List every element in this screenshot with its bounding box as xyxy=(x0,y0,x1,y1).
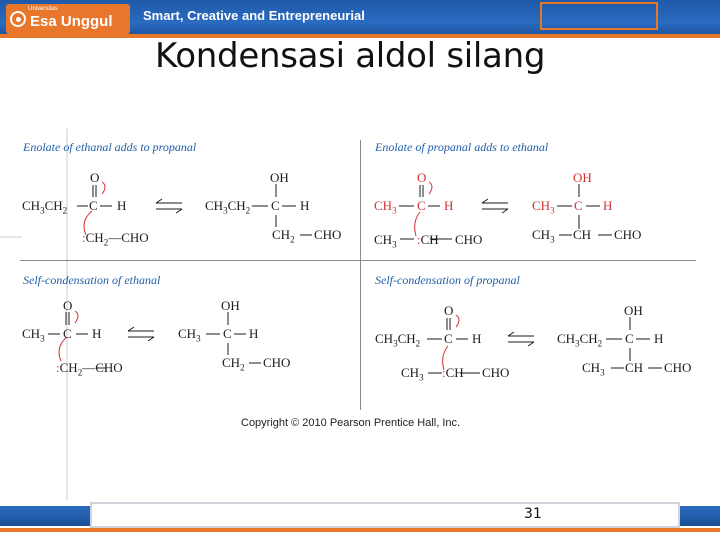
header-decoration-box xyxy=(540,2,658,30)
page-number: 31 xyxy=(524,506,542,522)
slide-title: Kondensasi aldol silang xyxy=(155,36,546,76)
logo-small-text: Universitas xyxy=(28,6,58,12)
university-logo xyxy=(6,4,130,34)
logo-text: Esa Unggul xyxy=(30,12,113,30)
footer-orange-strip xyxy=(0,528,720,532)
logo-icon xyxy=(10,11,26,27)
panel-title-4: Self-condensation of propanal xyxy=(375,273,520,287)
panel-title-3: Self-condensation of ethanal xyxy=(23,273,161,287)
footer-bar xyxy=(0,500,720,540)
panel-title-1: Enolate of ethanal adds to propanal xyxy=(23,140,197,154)
reaction-bonds xyxy=(20,135,720,435)
copyright-text: Copyright © 2010 Pearson Prentice Hall, Inc. xyxy=(241,417,461,429)
tagline: Smart, Creative and Entrepreneurial xyxy=(143,8,365,23)
footer-white-box xyxy=(90,502,680,528)
decorative-line xyxy=(0,236,22,238)
reaction-figure: Enolate of ethanal adds to propanal Enolate of propanal adds to ethanal Self-condensation of ethanal Self-condensation of propanal $CH_3CH_2$ C H O $:CH_2—CHO$ $CH_3CH_2$ C H OH $CH_2$ CHO $CH_3$ C H O $CH_3$ :CH CHO $CH_3$ C H OH $CH_3$ CH CHO $CH_3$ C H O $:CH_2—CHO$ $CH_3$ C H OH $CH_2$ CHO $CH_3CH_2$ C H O $CH_3$ :CH CHO $CH_3CH_2$ C H OH $CH_3$ CH CHO Copyright © 2010 Pearson Prentice Hall, Inc. xyxy=(20,135,720,435)
panel-title-2: Enolate of propanal adds to ethanal xyxy=(375,140,549,154)
header-bar xyxy=(0,0,720,38)
